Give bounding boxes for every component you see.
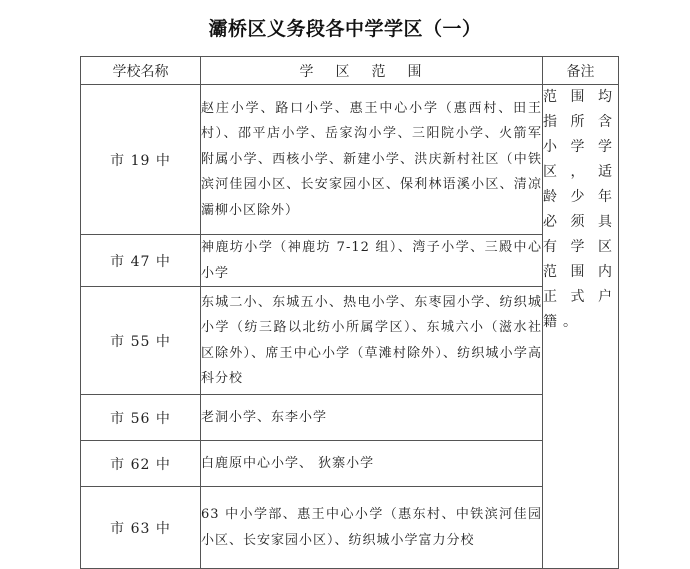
table-row (81, 487, 619, 569)
table-row (81, 85, 619, 235)
school-name-cell: 市 63 中 (81, 487, 201, 569)
school-name-cell: 市 56 中 (81, 395, 201, 441)
table-row (81, 235, 619, 287)
school-name-cell: 市 62 中 (81, 441, 201, 487)
school-district-table (80, 56, 619, 569)
district-scope-cell: 白鹿原中心小学、 狄寨小学 (201, 441, 543, 487)
header-school-name: 学校名称 (81, 57, 201, 85)
district-scope-cell: 老洞小学、东李小学 (201, 395, 543, 441)
district-scope-cell: 神鹿坊小学（神鹿坊 7-12 组）、湾子小学、三殿中心小学 (201, 235, 543, 287)
table-row (81, 441, 619, 487)
header-remarks: 备注 (543, 57, 619, 85)
table-header-row (81, 57, 619, 85)
school-name-cell: 市 47 中 (81, 235, 201, 287)
page-title: 灞桥区义务段各中学学区（一） (208, 18, 482, 40)
district-scope-cell: 63 中小学部、惠王中心小学（惠东村、中铁滨河佳园小区、长安家园小区）、纺织城小学富力分校 (201, 487, 543, 569)
remarks-cell: 范围均指所含小学学区，适龄少年必须具有学区范围内正式户籍。 (543, 85, 619, 569)
school-name-cell: 市 19 中 (81, 85, 201, 235)
table-row (81, 395, 619, 441)
school-name-cell: 市 55 中 (81, 287, 201, 395)
district-scope-cell: 东城二小、东城五小、热电小学、东枣园小学、纺织城小学（纺三路以北纺小所属学区）、东城六小（滋水社区除外）、席王中心小学（草滩村除外）、纺织城小学高科分校 (201, 287, 543, 395)
table-row (81, 287, 619, 395)
district-scope-cell: 赵庄小学、路口小学、惠王中心小学（惠西村、田王村）、邵平店小学、岳家沟小学、三阳院小学、火箭军附属小学、西核小学、新建小学、洪庆新村社区（中铁滨河佳园小区、长安家园小区、保利林语溪小区、清凉灞柳小区除外） (201, 85, 543, 235)
header-district-scope: 学区范围 (201, 57, 543, 85)
